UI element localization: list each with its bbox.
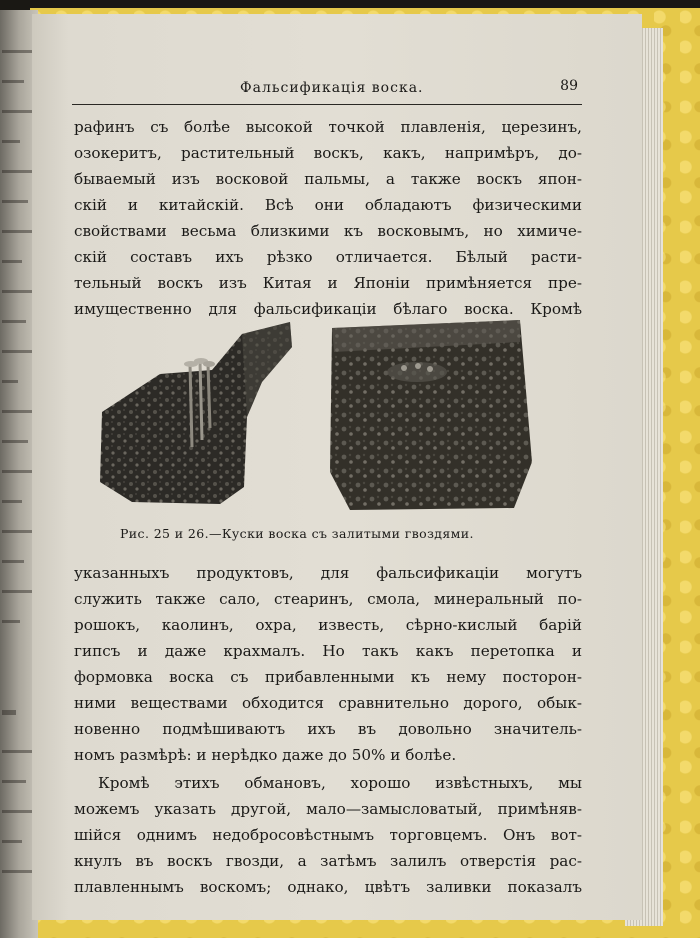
book-page xyxy=(32,14,642,920)
text-line: кнулъ въ воскъ гвозди, а затѣмъ залилъ отверстія рас- xyxy=(74,852,582,870)
header-title: Фальсификація воска. xyxy=(240,80,424,96)
text-line: рошокъ, каолинъ, охра, известь, сѣрно-кислый барій xyxy=(74,616,582,634)
page-number: 89 xyxy=(560,78,578,94)
text-line: новенно подмѣшиваютъ ихъ въ довольно значитель- xyxy=(74,720,582,738)
text-line: шійся однимъ недобросовѣстнымъ торговцемъ. Онъ вот- xyxy=(74,826,582,844)
text-line: свойствами весьма близкими къ восковымъ, но химиче- xyxy=(74,222,582,240)
text-line: формовка воска съ прибавленными къ нему посторон- xyxy=(74,668,582,686)
text-line: плавленнымъ воскомъ; однако, цвѣтъ заливки показалъ xyxy=(74,878,582,896)
running-header xyxy=(72,78,582,105)
text-line: скій составъ ихъ рѣзко отличается. Бѣлый расти- xyxy=(74,248,582,266)
text-line: ними веществами обходится сравнительно дорого, обык- xyxy=(74,694,582,712)
text-line: рафинъ съ болѣе высокой точкой плавленія, церезинъ, xyxy=(74,118,582,136)
text-line: служить также сало, стеаринъ, смола, минеральный по- xyxy=(74,590,582,608)
text-line: тельный воскъ изъ Китая и Японіи примѣняется пре- xyxy=(74,274,582,292)
paragraph-bottom xyxy=(74,770,582,900)
wax-piece-right-image xyxy=(330,320,532,510)
text-line: имущественно для фальсификаціи бѣлаго воска. Кромѣ xyxy=(74,300,582,318)
text-line: скій и китайскій. Всѣ они обладаютъ физическими xyxy=(74,196,582,214)
text-line: указанныхъ продуктовъ, для фальсификаціи могутъ xyxy=(74,564,582,582)
text-line: бываемый изъ восковой пальмы, а также воскъ япон- xyxy=(74,170,582,188)
figure-caption: Рис. 25 и 26.—Куски воска съ залитыми гвоздями. xyxy=(120,526,474,541)
text-line: можемъ указать другой, мало—замысловатый, примѣняв- xyxy=(74,800,582,818)
text-line: номъ размѣрѣ: и нерѣдко даже до 50% и болѣе. xyxy=(74,746,457,764)
wax-piece-left-image xyxy=(100,322,292,504)
text-line: Кромѣ этихъ обмановъ, хорошо извѣстныхъ, мы xyxy=(98,774,582,792)
text-line: гипсъ и даже крахмалъ. Но такъ какъ перетопка и xyxy=(74,642,582,660)
paragraph-top xyxy=(74,114,582,322)
wax-figure xyxy=(32,312,642,522)
text-line: озокеритъ, растительный воскъ, какъ, напримѣръ, до- xyxy=(74,144,582,162)
paragraph-middle xyxy=(74,560,582,768)
